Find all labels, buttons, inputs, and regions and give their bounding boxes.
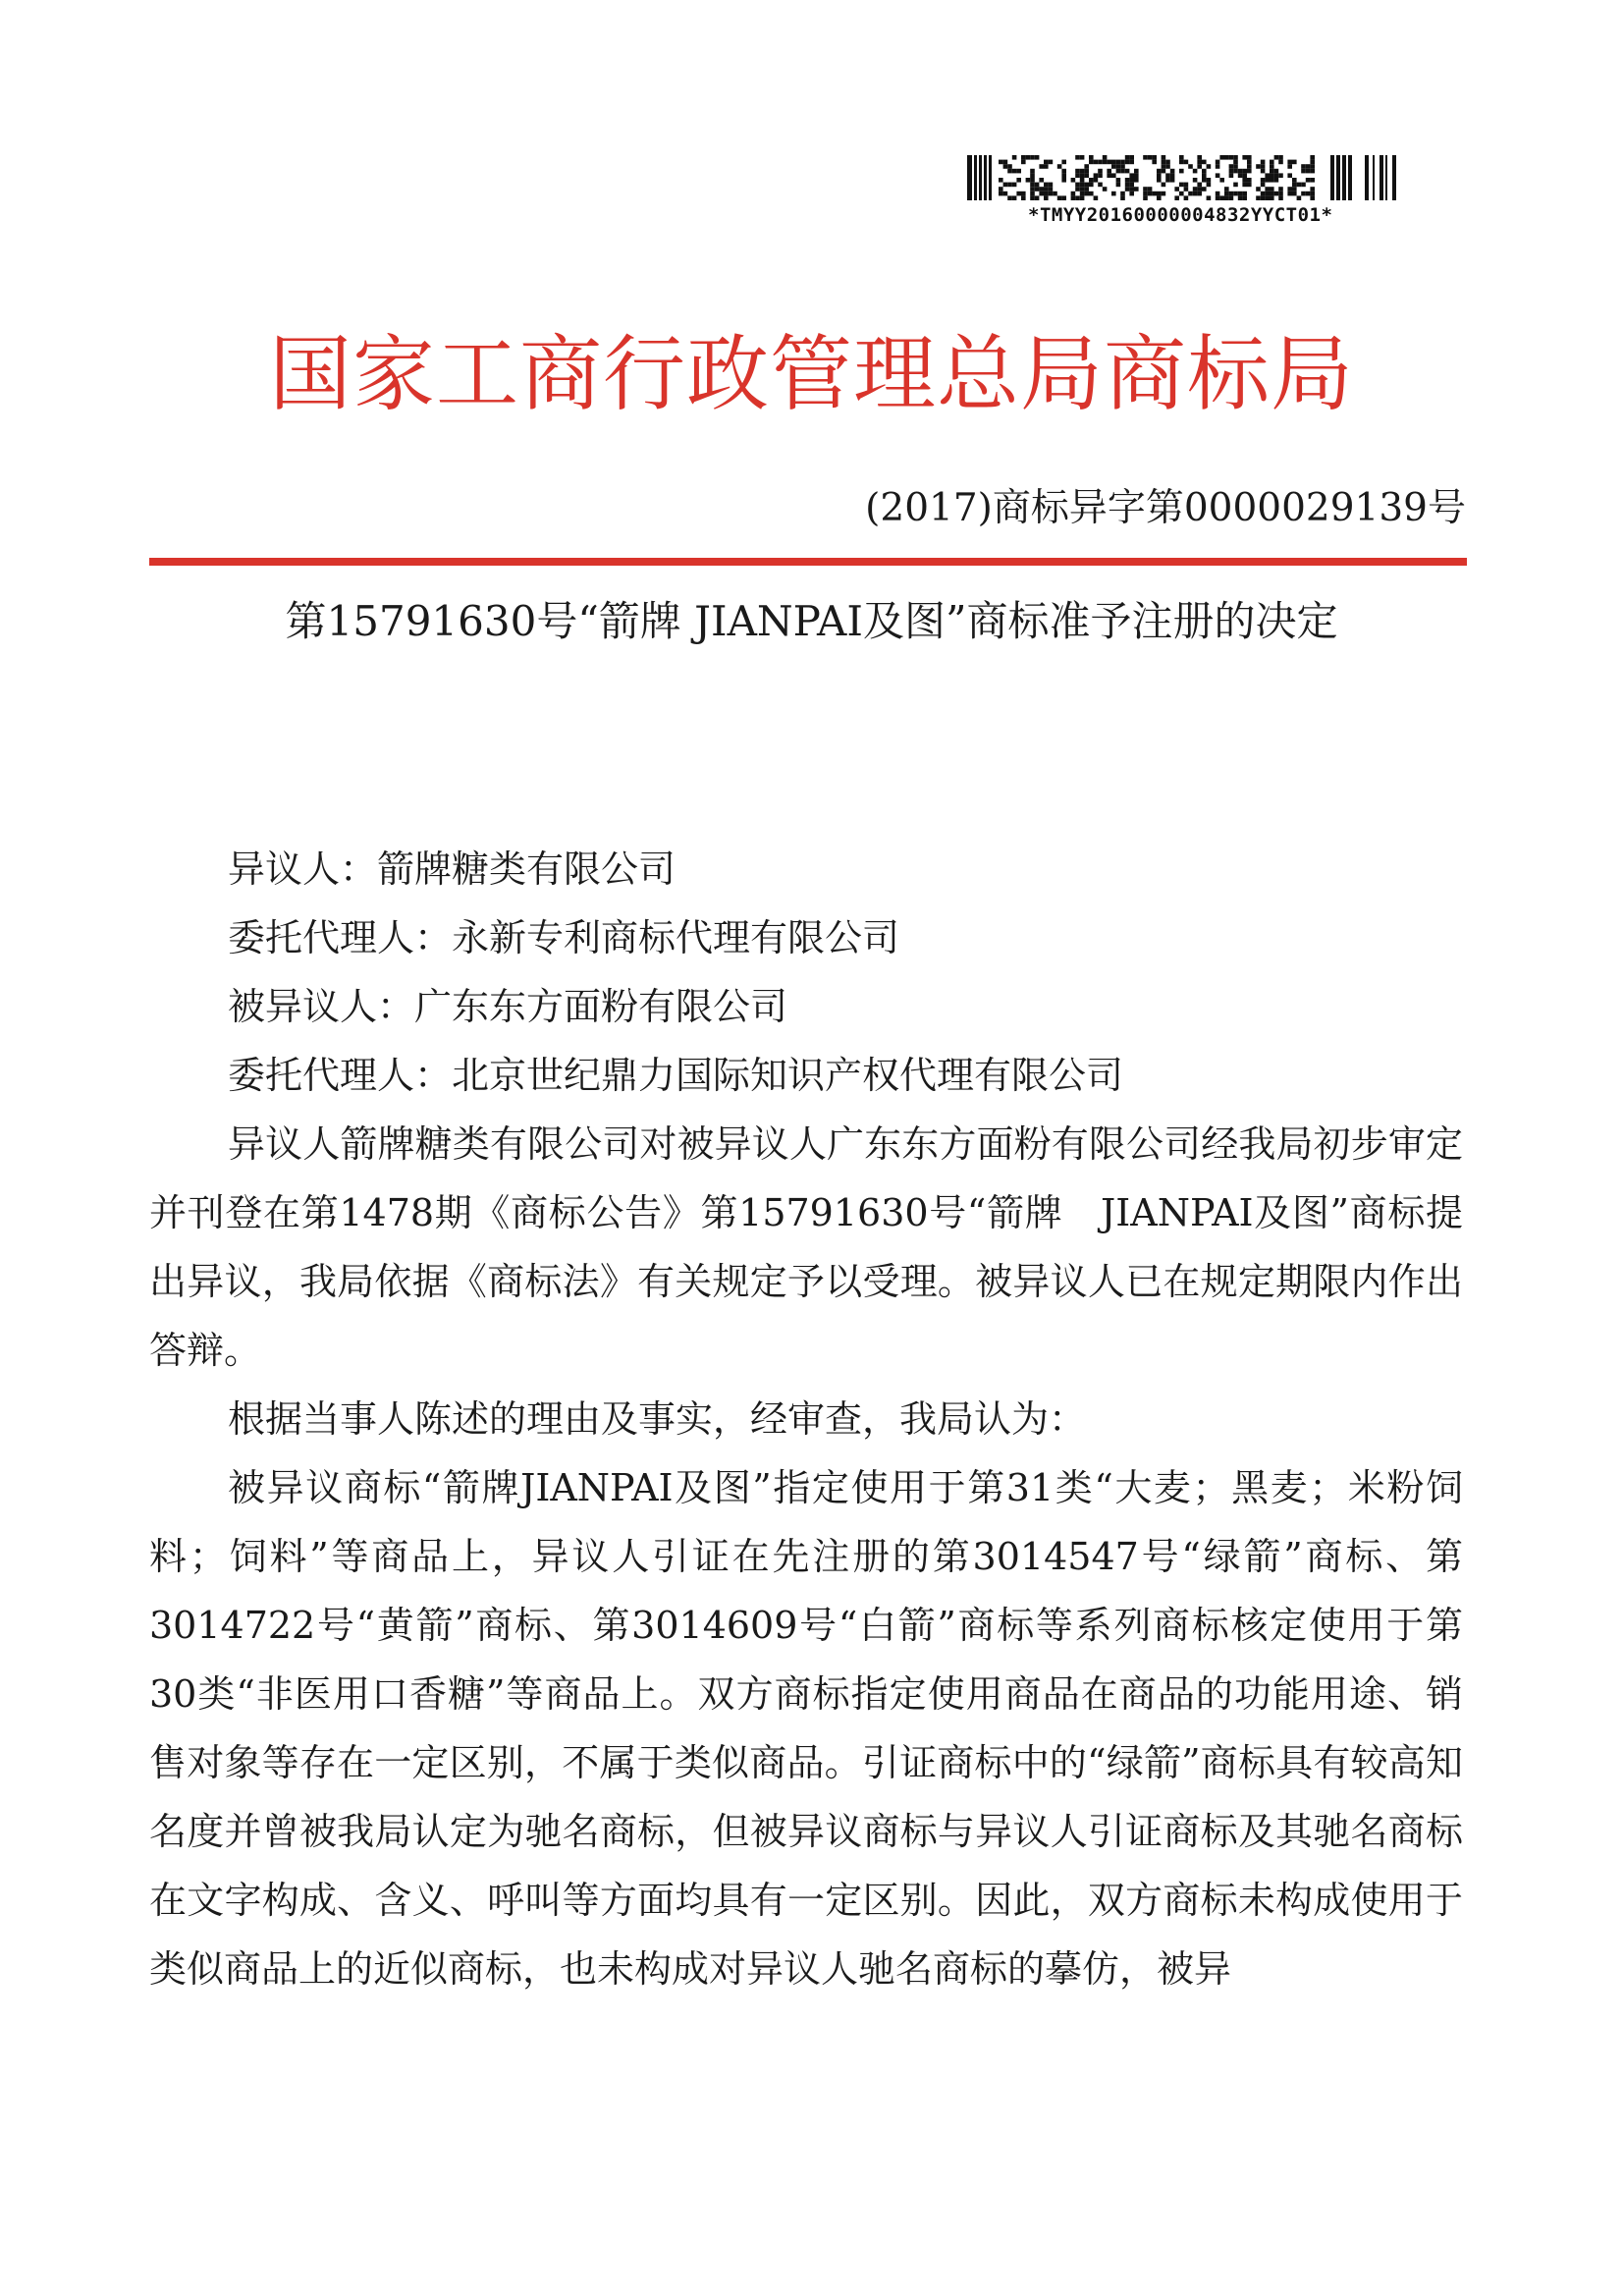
party-opposer: 异议人：箭牌糖类有限公司 (228, 847, 676, 891)
barcode-icon (967, 155, 1419, 200)
agency-title: 国家工商行政管理总局商标局 (268, 326, 1354, 422)
header-divider (149, 558, 1467, 566)
document-body (149, 835, 1463, 2003)
party-opposer-agent: 委托代理人：永新专利商标代理有限公司 (228, 916, 900, 959)
paragraph-background: 异议人箭牌糖类有限公司对被异议人广东东方面粉有限公司经我局初步审定并刊登在第1478期《商标公告》第15791630号“箭牌 JIANPAI及图”商标提出异议，我局依据《商标法》有关规定予以受理。被异议人已在规定期限内作出答辩。 (149, 1122, 1463, 1372)
decision-title: 第15791630号“箭牌 JIANPAI及图”商标准予注册的决定 (285, 597, 1338, 645)
paragraph-analysis: 被异议商标“箭牌JIANPAI及图”指定使用于第31类“大麦；黑麦；米粉饲料；饲料”等商品上，异议人引证在先注册的第3014547号“绿箭”商标、第3014722号“黄箭”商标、第3014609号“白箭”商标等系列商标核定使用于第30类“非医用口香糖”等商品上。双方商标指定使用商品在商品的功能用途、销售对象等存在一定区别，不属于类似商品。引证商标中的“绿箭”商标具有较高知名度并曾被我局认定为驰名商标，但被异议商标与异议人引证商标及其驰名商标在文字构成、含义、呼叫等方面均具有一定区别。因此，双方商标未构成使用于类似商品上的近似商标，也未构成对异议人驰名商标的摹仿，被异 (149, 1466, 1463, 1991)
document-number: (2017)商标异字第0000029139号 (865, 486, 1466, 530)
party-opposed: 被异议人：广东东方面粉有限公司 (228, 985, 788, 1028)
barcode-block (967, 155, 1429, 226)
party-opposed-agent: 委托代理人：北京世纪鼎力国际知识产权代理有限公司 (228, 1054, 1124, 1097)
barcode-text: *TMYY20160000004832YYCT01* (1028, 204, 1333, 226)
paragraph-review-intro: 根据当事人陈述的理由及事实，经审查，我局认为： (228, 1397, 1087, 1441)
